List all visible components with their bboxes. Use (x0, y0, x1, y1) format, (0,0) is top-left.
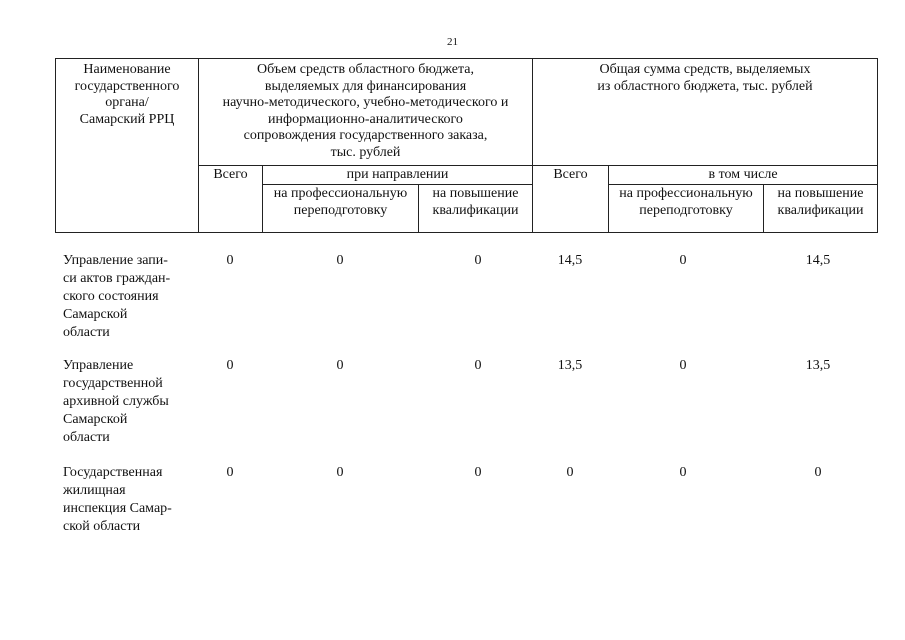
header-pri-napravlenii: при направлении (346, 167, 449, 182)
row-value: 0 (679, 358, 687, 373)
row-value: 0 (474, 358, 482, 373)
row-value: 0 (474, 465, 482, 480)
row-name: Управление государственной архивной службы Самарской области (63, 358, 169, 445)
page-number: 21 (447, 36, 458, 48)
row-value: 14,5 (557, 253, 583, 268)
row-value: 13,5 (557, 358, 583, 373)
header-total: Общая сумма средств, выделяемых из областного бюджета, тыс. рублей (597, 62, 813, 94)
row-name: Управление запи- си актов граждан- ского состояния Самарской области (63, 253, 171, 340)
row-value: 14,5 (805, 253, 831, 268)
header-kval-2: на повышение квалификации (777, 186, 864, 218)
header-vsego-1: Всего (213, 167, 248, 182)
header-vsego-2: Всего (553, 167, 588, 182)
row-value: 0 (336, 465, 344, 480)
header-kval-1: на повышение квалификации (432, 186, 519, 218)
row-value: 0 (226, 253, 234, 268)
row-value: 0 (336, 358, 344, 373)
row-value: 13,5 (805, 358, 831, 373)
row-name: Государственная жилищная инспекция Самар- ской области (63, 465, 172, 534)
header-org: Наименование государственного органа/ Самарский РРЦ (74, 62, 180, 127)
row-value: 0 (474, 253, 482, 268)
header-v-tom-chisle: в том числе (708, 167, 778, 182)
row-value: 0 (226, 465, 234, 480)
row-value: 0 (226, 358, 234, 373)
row-value: 0 (679, 253, 687, 268)
row-value: 0 (566, 465, 574, 480)
row-value: 0 (679, 465, 687, 480)
row-value: 0 (336, 253, 344, 268)
row-value: 0 (814, 465, 822, 480)
header-prof-1: на профессиональную переподготовку (273, 186, 408, 218)
header-volume: Объем средств областного бюджета, выделяемых для финансирования научно-методического, учебно-методического и информационно-аналитического сопровождения государственного заказа, тыс. рублей (222, 62, 509, 160)
header-prof-2: на профессиональную переподготовку (619, 186, 753, 218)
